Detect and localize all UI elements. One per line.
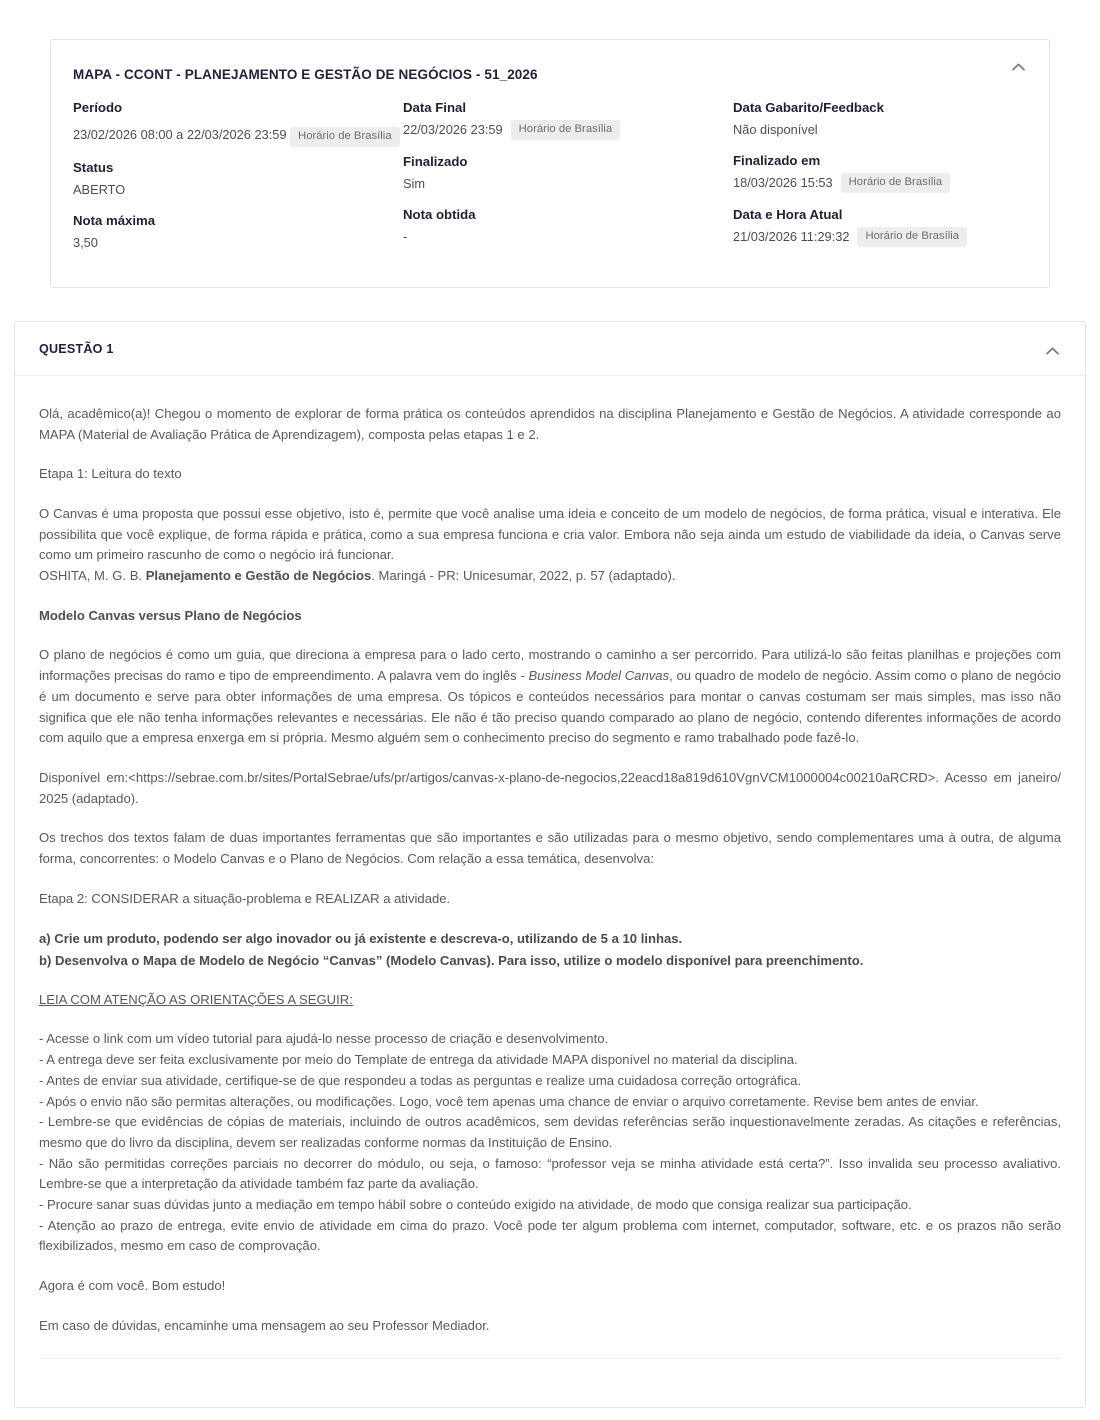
paragraph-trechos: Os trechos dos textos falam de duas importantes ferramentas que são importantes e são utilizadas para o mesmo objetivo, sendo complementares uma à outra, de alguma forma, concorrentes: o Modelo Canvas e o Plano de Negócios. Com relação a essa temática, desenvolva: bbox=[39, 830, 1061, 866]
nota-maxima-value: 3,50 bbox=[73, 234, 98, 250]
paragraph-source-link: Disponível em:<https://sebrae.com.br/sites/PortalSebrae/ufs/pr/artigos/canvas-x-plano-de-negocios,22eacd18a819d610VgnVCM1000004c00210aRCRD>. Acesso em janeiro/ 2025 (adaptado). bbox=[39, 769, 1061, 806]
paragraph-canvas-text: O Canvas é uma proposta que possui esse objetivo, isto é, permite que você analise uma ideia e conceito de um modelo de negócios, de forma prática, visual e interativa. Ele possibilita que você explique, de forma rápida e prática, como a sua empresa funciona e cria valor. Embora não seja ainda um estudo de viabilidade da ideia, o Canvas serve como um primeiro rascunho de como o negócio irá funcionar. bbox=[39, 506, 1061, 563]
orientacoes-list bbox=[39, 1029, 1061, 1257]
reference-title: Planejamento e Gestão de Negócios bbox=[145, 568, 372, 584]
paragraph-reference bbox=[39, 566, 1061, 587]
spacer bbox=[73, 147, 403, 159]
question-card bbox=[14, 321, 1086, 1408]
list-item: - Atenção ao prazo de entrega, evite envio de atividade em cima do prazo. Você pode ter algum problema com internet, computador, software, etc. e os prazos não serão flexibilizados, mesmo em caso de comprovação. bbox=[39, 1217, 1061, 1254]
finalizado-em-value: 18/03/2026 15:53 bbox=[733, 175, 833, 191]
paragraph-plano-negocios bbox=[39, 645, 1061, 748]
bottom-spacer bbox=[39, 1359, 1061, 1395]
chevron-up-icon[interactable] bbox=[1039, 338, 1065, 364]
data-gabarito-label: Data Gabarito/Feedback bbox=[733, 100, 884, 116]
plano-part2: , ou quadro de modelo de negócio. Assim como o plano de negócio é um documento e serve para obter informações de uma empresa. Os tópicos e conteúdos necessários para montar o canvas costumam ser mais simples, mas isso não significa que ele não tenha informações relevantes e necessárias. Ele não é tão preciso quando comparado ao plano de negócio, contendo diferentes informações de acordo com aquilo que a empresa enxerga em si própria. Mesmo alguém sem o conhecimento preciso do segmento e ramo trabalhado pode fazê-lo. bbox=[39, 668, 1061, 746]
list-item: - Após o envio não são permitas alterações, ou modificações. Logo, você tem apenas uma chance de enviar o arquivo corretamente. Revise bem antes de enviar. bbox=[39, 1093, 979, 1109]
reference-prefix: OSHITA, M. G. B. bbox=[39, 568, 146, 584]
orientacoes-heading-text: LEIA COM ATENÇÃO AS ORIENTAÇÕES A SEGUIR: bbox=[39, 991, 353, 1007]
paragraph-intro: Olá, acadêmico(a)! Chegou o momento de explorar de forma prática os conteúdos aprendidos na disciplina Planejamento e Gestão de Negócios. A atividade corresponde ao MAPA (Material de Avaliação Prática de Aprendizagem), composta pelas etapas 1 e 2. bbox=[39, 405, 1061, 442]
reference-suffix: . Maringá - PR: Unicesumar, 2022, p. 57 (adaptado). bbox=[371, 568, 676, 584]
finalizado-label: Finalizado bbox=[403, 153, 468, 169]
task-item-b: b) Desenvolva o Mapa de Modelo de Negócio “Canvas” (Modelo Canvas). Para isso, utilize o modelo disponível para preenchimento. bbox=[39, 952, 864, 968]
meta-column-right bbox=[733, 99, 1027, 265]
list-item: - Não são permitidas correções parciais no decorrer do módulo, ou seja, o famoso: “professor veja se minha atividade está certa?”. Isso invalida seu processo avaliativo. Lembre-se que a interpretação da atividade também faz parte da avaliação. bbox=[39, 1155, 1061, 1192]
paragraph-task-items bbox=[39, 928, 1061, 970]
chevron-up-icon[interactable] bbox=[1005, 54, 1031, 80]
assignment-summary-card bbox=[50, 39, 1050, 288]
nota-maxima-label: Nota máxima bbox=[73, 212, 156, 228]
data-final-label: Data Final bbox=[403, 100, 467, 116]
paragraph-etapa2: Etapa 2: CONSIDERAR a situação-problema e REALIZAR a atividade. bbox=[39, 890, 451, 906]
timezone-badge: Horário de Brasília bbox=[841, 173, 951, 193]
plano-italic-term: Business Model Canvas bbox=[528, 668, 670, 684]
paragraph-subtitle bbox=[39, 606, 1061, 627]
nota-obtida-value: - bbox=[403, 228, 408, 244]
paragraph-orientacoes-heading bbox=[39, 990, 1061, 1011]
question-header[interactable] bbox=[15, 322, 1085, 376]
assignment-meta-grid bbox=[73, 99, 1027, 265]
status-badge: ABERTO bbox=[73, 181, 126, 197]
question-header-title: QUESTÃO 1 bbox=[39, 341, 114, 356]
list-item: - Procure sanar suas dúvidas junto a mediação em tempo hábil sobre o conteúdo exigido na atividade, de modo que consiga realizar sua participação. bbox=[39, 1196, 912, 1212]
finalizado-em-label: Finalizado em bbox=[733, 153, 821, 169]
data-hora-atual-value: 21/03/2026 11:29:32 bbox=[733, 229, 850, 245]
meta-column-left bbox=[73, 99, 403, 265]
nota-obtida-label: Nota obtida bbox=[403, 206, 476, 222]
data-final-value: 22/03/2026 23:59 bbox=[403, 122, 503, 138]
list-item: - A entrega deve ser feita exclusivamente por meio do Template de entrega da atividade MAPA disponível no material da disciplina. bbox=[39, 1052, 798, 1068]
page-title: MAPA - CCONT - PLANEJAMENTO E GESTÃO DE NEGÓCIOS - 51_2026 bbox=[73, 67, 538, 82]
paragraph-etapa1: Etapa 1: Leitura do texto bbox=[39, 466, 182, 482]
data-final-value-group bbox=[403, 120, 733, 140]
paragraph-closing-2: Em caso de dúvidas, encaminhe uma mensagem ao seu Professor Mediador. bbox=[39, 1317, 490, 1333]
paragraph-closing-1: Agora é com você. Bom estudo! bbox=[39, 1278, 226, 1294]
question-body bbox=[15, 376, 1085, 1407]
timezone-badge: Horário de Brasília bbox=[511, 120, 621, 140]
periodo-value-group bbox=[73, 120, 403, 147]
list-item: - Acesse o link com um vídeo tutorial para ajudá-lo nesse processo de criação e desenvolvimento. bbox=[39, 1031, 609, 1047]
finalizado-em-value-group bbox=[733, 173, 1027, 193]
timezone-badge: Horário de Brasília bbox=[290, 127, 400, 147]
subtitle-text: Modelo Canvas versus Plano de Negócios bbox=[39, 607, 302, 623]
task-item-a: a) Crie um produto, podendo ser algo inovador ou já existente e descreva-o, utilizando de 5 a 10 linhas. bbox=[39, 931, 683, 947]
data-hora-atual-value-group bbox=[733, 227, 1027, 247]
data-hora-atual-label: Data e Hora Atual bbox=[733, 206, 843, 222]
timezone-badge: Horário de Brasília bbox=[857, 227, 967, 247]
finalizado-value: Sim bbox=[403, 175, 426, 191]
plano-part1: O plano de negócios é como um guia, que direciona a empresa para o lado certo, mostrando o caminho a ser percorrido. Para utilizá-lo são feitas planilhas e projeções com informações precisas do ramo e tipo de empreendimento. A palavra vem do inglês - bbox=[39, 647, 1061, 684]
data-gabarito-value: Não disponível bbox=[733, 122, 818, 137]
meta-column-middle bbox=[403, 99, 733, 265]
list-item: - Antes de enviar sua atividade, certifique-se de que respondeu a todas as perguntas e realize uma cuidadosa correção ortográfica. bbox=[39, 1072, 802, 1088]
status-label: Status bbox=[73, 159, 114, 175]
periodo-label: Período bbox=[73, 100, 123, 116]
list-item: - Lembre-se que evidências de cópias de materiais, incluindo de outros acadêmicos, sem devidas referências serão inquestionavelmente zeradas. As citações e referências, mesmo que do livro da disciplina, devem ser realizadas conforme normas da Instituição de Ensino. bbox=[39, 1114, 1061, 1150]
periodo-value: 23/02/2026 08:00 a 22/03/2026 23:59 bbox=[73, 127, 287, 142]
